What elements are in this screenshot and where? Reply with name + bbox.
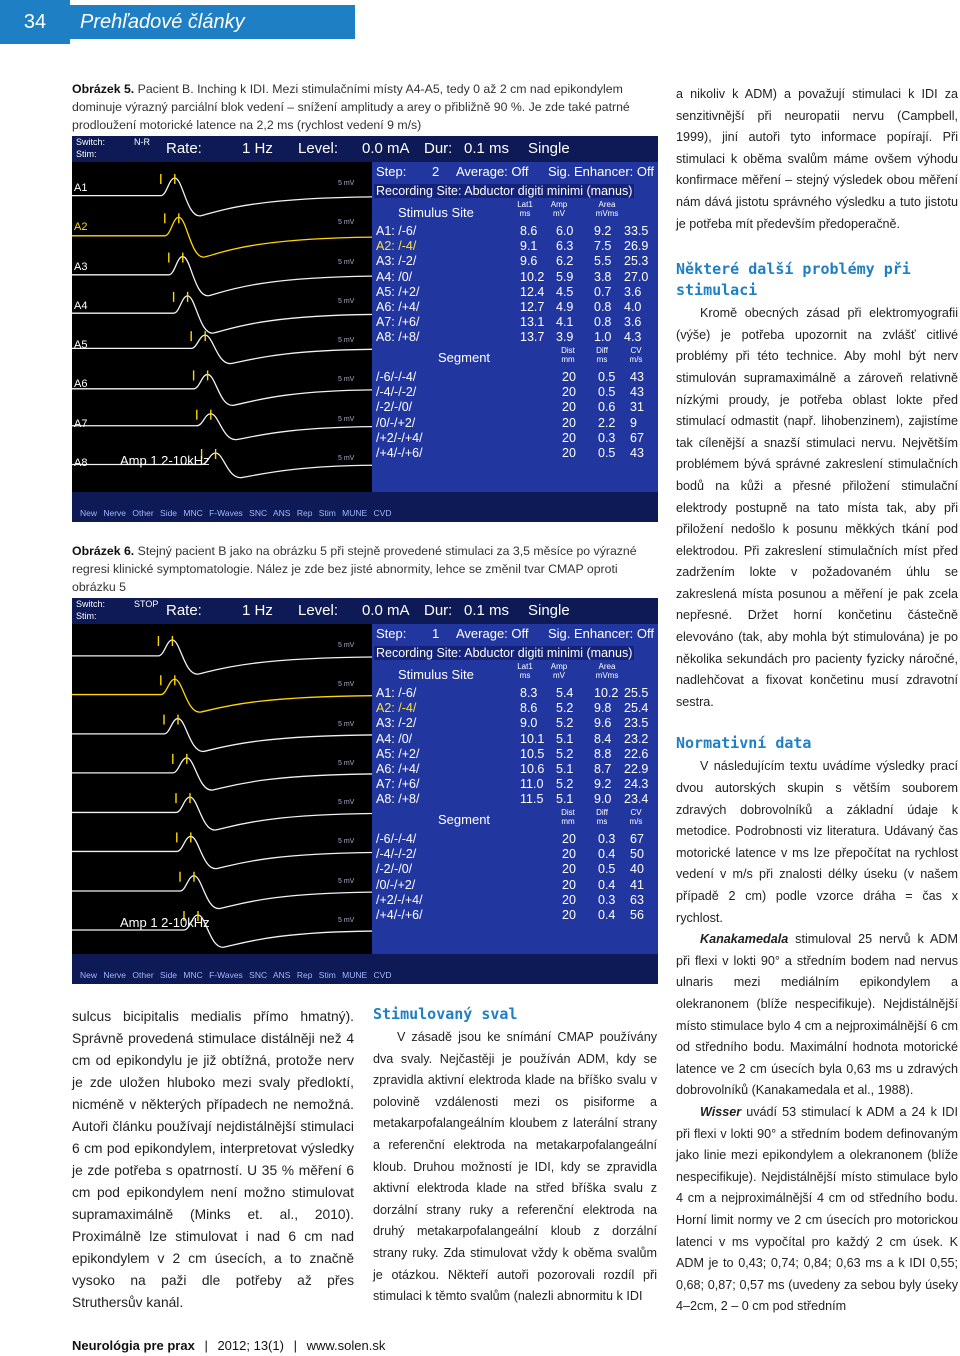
amplitude-value: 5.2 <box>556 746 574 761</box>
amplitude-value: 5.9 <box>556 269 574 284</box>
stimulus-site-name: A4: /0/ <box>376 731 413 746</box>
latency-value: 13.7 <box>520 330 545 345</box>
measurement-panel <box>372 624 658 954</box>
conduction-velocity-value: 67 <box>630 832 644 846</box>
area-value: 0.8 <box>594 300 612 314</box>
figure6-emg-screen <box>72 598 658 984</box>
kanakamedala-paragraph: Kanakamedala stimuloval 25 nervů k ADM při flexi v lokti 90° a středním bodem nad nervus ulnaris mezi mediálním epikondylem a olekranonem (blíže nespecifikuje). Nejdistálnější místo stimulace bylo 4 cm a nejproximálnější 6 cm od středního bodu. Maximální hodnota motorické latence ve 2 cm úsecích byla 0,63 ms u zdravých dobrovolníků (Kanakamedala et al., 1988). <box>676 932 958 1098</box>
latency-value: 10.5 <box>520 746 545 761</box>
extra-value: 4.3 <box>624 330 642 345</box>
sensitivity-label: 5 mV <box>338 455 355 462</box>
figure5-emg-screen <box>72 136 658 522</box>
extra-value: 25.5 <box>624 686 649 700</box>
extra-value: 23.4 <box>624 792 649 807</box>
cmap-trace <box>72 797 372 830</box>
time-difference-value: 0.6 <box>598 400 616 415</box>
segment-name: /-2/-/0/ <box>376 400 413 415</box>
segment-name: /0/-/+2/ <box>376 877 416 892</box>
trace-area <box>72 624 372 954</box>
area-value: 8.7 <box>594 762 612 776</box>
cmap-trace <box>72 876 372 909</box>
time-difference-value: 0.4 <box>598 908 616 922</box>
distance-value: 20 <box>562 400 576 415</box>
segment-name: /+4/-/+6/ <box>376 908 423 922</box>
distance-value: 20 <box>562 908 576 922</box>
latency-value: 10.2 <box>520 269 545 284</box>
step-value: 2 <box>432 164 440 179</box>
channel-label: A8 <box>74 457 88 469</box>
distance-value: 20 <box>562 370 576 384</box>
col-area-header: Area mVms <box>595 662 619 680</box>
emg-traces <box>72 624 372 954</box>
latency-value: 11.5 <box>520 792 544 807</box>
amplitude-value: 5.2 <box>556 716 574 731</box>
latency-value: 9.6 <box>520 254 538 269</box>
channel-label: A2 <box>74 221 88 234</box>
stimulus-site-name: A3: /-2/ <box>376 716 417 731</box>
channel-label: A1 <box>74 182 88 194</box>
device-menu-bar <box>72 492 658 522</box>
segment-name: /+4/-/+6/ <box>376 446 423 460</box>
area-value: 9.2 <box>594 777 612 792</box>
figure5-caption <box>72 80 657 134</box>
latency-value: 8.3 <box>520 686 538 700</box>
area-value: 9.6 <box>594 716 612 731</box>
step-label: Step: <box>376 164 407 179</box>
dur-value: 0.1 ms <box>464 140 510 157</box>
amplitude-value: 5.1 <box>556 792 574 807</box>
sensitivity-label: 5 mV <box>338 681 355 689</box>
channel-label: A4 <box>74 299 88 312</box>
heading-normativni-data: Normativní data <box>676 734 812 753</box>
cmap-trace <box>72 296 372 333</box>
area-value: 8.8 <box>594 746 612 761</box>
cmap-trace <box>72 374 372 405</box>
stimulus-site-header: Stimulus Site <box>398 205 474 220</box>
step-label: Step: <box>376 626 407 641</box>
amplitude-value: 5.4 <box>556 686 574 700</box>
latency-value: 12.4 <box>520 284 545 299</box>
col-diff-header: Diff ms <box>596 808 608 826</box>
middle-column-text: V zásadě jsou ke snímání CMAP používány dva svaly. Nejčastěji je používán ADM, kdy se zpravidla aktivní elektroda klade na bříško svalu v polovině vzdálenosti mezi os pisiforme a metakarpofalangeálním kloubem z laterální strany a referenční elektroda na metakarpofalangeální kloub. Druhou možností je IDI, kdy se zpravidla aktivní elektroda klade na střed bříška svalu z dorzální strany ruky a referenční elektroda na druhý metakarpofalangeální kloub z dorzální strany ruky. Zda stimulovat vždy k oběma svalům je otázkou. Někteří autoři pozorovali rozdíl při stimulaci k těmto svalům (nalezli abnormitu k IDI <box>373 1030 657 1304</box>
cmap-trace <box>72 217 372 257</box>
stim-label: Stim: <box>76 149 97 159</box>
segment-name: /+2/-/+4/ <box>376 430 423 445</box>
average-status: Average: Off <box>456 164 529 179</box>
extra-value: 33.5 <box>624 224 649 238</box>
cmap-trace <box>72 836 372 868</box>
section-title: Prehľadové články <box>70 5 355 39</box>
journal-issue: 2012; 13(1) <box>217 1338 284 1353</box>
channel-label: A3 <box>74 260 88 273</box>
time-difference-value: 0.5 <box>598 385 616 400</box>
area-value: 9.0 <box>594 792 612 807</box>
cmap-trace <box>72 453 372 478</box>
device-topbar <box>72 136 658 162</box>
sensitivity-label: 5 mV <box>338 297 355 305</box>
extra-value: 25.4 <box>624 701 649 716</box>
amplitude-value: 5.2 <box>556 701 574 716</box>
col-dist-header: Dist mm <box>561 346 575 364</box>
conduction-velocity-value: 31 <box>630 400 644 415</box>
extra-value: 22.6 <box>624 746 649 761</box>
stimulus-site-name: A7: /+6/ <box>376 315 420 330</box>
stimulus-site-name: A7: /+6/ <box>376 777 420 792</box>
level-value: 0.0 mA <box>362 140 410 157</box>
switch-label: Switch: <box>76 599 106 609</box>
col-cv-header: CV m/s <box>629 346 643 364</box>
average-status: Average: Off <box>456 626 529 641</box>
right-column <box>676 84 958 1318</box>
device-menu: New Nerve Other Side MNC F-Waves SNC ANS Rep Stim MUNE CVD <box>80 970 392 980</box>
latency-value: 12.7 <box>520 300 545 314</box>
sensitivity-label: 5 mV <box>338 642 355 649</box>
stimulus-site-name: A5: /+2/ <box>376 746 420 761</box>
stimulus-site-name: A2: /-4/ <box>376 701 417 716</box>
dur-value: 0.1 ms <box>464 602 510 619</box>
distance-value: 20 <box>562 862 576 877</box>
col-cv-header: CV m/s <box>629 808 643 826</box>
conduction-velocity-value: 63 <box>630 892 644 907</box>
extra-value: 23.5 <box>624 716 649 731</box>
dur-label: Dur: <box>424 602 453 619</box>
segment-header: Segment <box>438 350 491 365</box>
wisser-paragraph: Wisser uvádí 53 stimulací k ADM a 24 k IDI při flexi v lokti 90° a středním bodem definovaným jako linie mezi epikondylem a olekranonem (blíže nespecifikuje). Nejdistálnější místo stimulace bylo 4 cm a nejproximálnější 4 cm od středního bodu. Horní limit normy ve 2 cm úsecích pro motorickou latenci v ms vypočítal pro každý 2 cm úsek. K ADM je to 0,43; 0,74; 0,84; 0,63 ms a k IDI 0,55; 0,68; 0,87; 0,57 ms (uvedeny za sebou byly úseky 4–2cm, 2 – 0 cm pod středním <box>676 1104 958 1314</box>
amplitude-value: 6.3 <box>556 239 574 254</box>
extra-value: 27.0 <box>624 269 649 284</box>
conduction-velocity-value: 43 <box>630 446 644 460</box>
segment-name: /-2/-/0/ <box>376 862 413 877</box>
conduction-velocity-value: 9 <box>630 415 637 430</box>
left-column-text: sulcus bicipitalis medialis přímo hmatný). Správně provedená stimulace distálněji než 4 cm od epikondylu je již obtížná, protože nerv je zde uložen hluboko mezi svaly předloktí, nicméně v některých případech ne nemožná. Autoři článku používají nejdistálnější stimulaci 6 cm pod epikondylem, interpretovat výsledky je zde potřeba s opatrností. U 35 % měření 6 cm pod epikondylem není možno stimulovat supramaximálně (Minks et. al., 2010). Proximálně lze stimulovat i nad 6 cm nad epikondylem v 2 cm úsecích, a to značně vysoko na paži dle potřeby až přes Struthersův kanál. <box>72 1009 354 1310</box>
mode-value: Single <box>528 602 570 619</box>
area-value: 7.5 <box>594 239 612 254</box>
level-label: Level: <box>298 140 339 157</box>
sensitivity-label: 5 mV <box>338 376 355 384</box>
cmap-trace <box>72 178 372 216</box>
segment-header: Segment <box>438 812 491 827</box>
col-amp-header: Amp mV <box>550 200 568 218</box>
time-difference-value: 0.3 <box>598 430 616 445</box>
col-area-header: Area mVms <box>595 200 619 218</box>
area-value: 0.8 <box>594 315 612 330</box>
heading-dalsi-problemy: Některé další problémy při stimulaci <box>676 260 911 300</box>
conduction-velocity-value: 43 <box>630 370 644 384</box>
time-difference-value: 0.3 <box>598 892 616 907</box>
extra-value: 3.6 <box>624 315 642 330</box>
col-dist-header: Dist mm <box>561 808 575 826</box>
latency-value: 11.0 <box>520 777 544 792</box>
amplitude-value: 4.1 <box>556 315 574 330</box>
channel-label: A7 <box>74 417 88 430</box>
area-value: 0.7 <box>594 284 612 299</box>
rate-label: Rate: <box>166 140 202 157</box>
cmap-trace <box>72 335 372 363</box>
amplitude-value: 5.1 <box>556 731 574 746</box>
distance-value: 20 <box>562 832 576 846</box>
step-value: 1 <box>432 626 440 641</box>
extra-value: 4.0 <box>624 300 642 314</box>
recording-site: Recording Site: Abductor digiti minimi (manus) <box>376 184 633 198</box>
problems-text: Kromě obecných zásad při elektromyografii (výše) je potřeba upozornit na zvlášť citlivé problémy při této technice. Aby mohl být nerv stimulován supramaximálně a zároveň relativně nízkými proudy, je potřeba oblast lokte před stimulací odmastit (např. lihobenzinem), zajistíme tak cílenější a snazší stimulaci nervu. Největším problémem bývá správné zakreslení stimulačních bodů na kůži a přesné přiložení stimulační elektrody postupně na tato místa tak, aby při přiložení nedošlo k posunu měkkých tkání pod elektrodou. Při zakreslení stimulačních míst před zadržením lokte v požadovaném úhlu se zakreslená místa posunou a měření je pak zcela nepřesné. Držet horní končetinu částečně elevováno (tak, aby mohla být stimulována) je po několika sekundách pro pacienty fyzicky náročné, nadlehčovat a fixovat končetinu musí zdravotní sestra. <box>676 306 958 709</box>
sensitivity-label: 5 mV <box>338 877 355 885</box>
dur-label: Dur: <box>424 140 453 157</box>
conduction-velocity-value: 56 <box>630 908 644 922</box>
level-label: Level: <box>298 602 339 619</box>
channel-label: A5 <box>74 339 88 352</box>
extra-value: 24.3 <box>624 777 649 792</box>
figure5-caption-text: Pacient B. Inching k IDI. Mezi stimulačními místy A4-A5, tedy 0 až 2 cm nad epikondylem dominuje výrazný parciální blok vedení – snížení amplitudy a arey o přibližně 90 %. Je zde také patrné prodloužení motorické latence na 2,2 ms (rychlost vedení 9 m/s) <box>72 82 630 132</box>
figure6-label: Obrázek 6. <box>72 544 135 558</box>
distance-value: 20 <box>562 892 576 907</box>
time-difference-value: 0.5 <box>598 370 616 384</box>
sensitivity-label: 5 mV <box>338 720 355 728</box>
amplitude-value: 3.9 <box>556 330 574 345</box>
middle-column <box>373 1004 657 1308</box>
stimulus-site-name: A3: /-2/ <box>376 254 417 269</box>
rate-value: 1 Hz <box>242 602 273 619</box>
cmap-trace <box>72 640 372 674</box>
area-value: 10.2 <box>594 686 619 700</box>
cmap-trace <box>72 758 372 790</box>
stim-label: Stim: <box>76 611 97 621</box>
sensitivity-label: 5 mV <box>338 337 355 345</box>
distance-value: 20 <box>562 430 576 445</box>
time-difference-value: 0.3 <box>598 832 616 846</box>
latency-value: 8.6 <box>520 701 538 716</box>
device-menu-bar <box>72 954 658 984</box>
time-difference-value: 0.5 <box>598 862 616 877</box>
measurement-panel <box>372 162 658 492</box>
switch-label: Switch: <box>76 137 106 147</box>
col-lat-header: Lat1 ms <box>517 200 533 218</box>
stimulus-site-name: A4: /0/ <box>376 269 413 284</box>
extra-value: 22.9 <box>624 762 649 776</box>
stimulus-site-name: A6: /+4/ <box>376 762 420 776</box>
distance-value: 20 <box>562 415 576 430</box>
latency-value: 9.0 <box>520 716 538 731</box>
conduction-velocity-value: 41 <box>630 877 644 892</box>
extra-value: 25.3 <box>624 254 649 269</box>
journal-name: Neurológia pre prax <box>72 1338 195 1353</box>
amplifier-label: Amp 1 2-10kHz <box>120 453 210 468</box>
distance-value: 20 <box>562 877 576 892</box>
amplitude-value: 5.1 <box>556 762 574 776</box>
cmap-trace <box>72 719 372 752</box>
time-difference-value: 2.2 <box>598 415 616 430</box>
segment-name: /-4/-/-2/ <box>376 847 417 862</box>
amplitude-value: 6.2 <box>556 254 574 269</box>
distance-value: 20 <box>562 446 576 460</box>
segment-name: /-6/-/-4/ <box>376 832 417 846</box>
latency-value: 9.1 <box>520 239 538 254</box>
conduction-velocity-value: 40 <box>630 862 644 877</box>
cmap-trace <box>72 257 372 296</box>
heading-stimulovany-sval: Stimulovaný sval <box>373 1005 518 1023</box>
recording-site: Recording Site: Abductor digiti minimi (manus) <box>376 646 633 660</box>
switch-value: N-R <box>134 137 150 147</box>
distance-value: 20 <box>562 847 576 862</box>
sensitivity-label: 5 mV <box>338 219 355 227</box>
time-difference-value: 0.5 <box>598 446 616 460</box>
col-diff-header: Diff ms <box>596 346 608 364</box>
amplitude-value: 5.2 <box>556 777 574 792</box>
cmap-trace <box>72 414 372 440</box>
mode-value: Single <box>528 140 570 157</box>
normative-text: V následujícím textu uvádíme výsledky prací dvou autorských skupin s větším souborem zdravých dobrovolníků a základní údaje k metodice. Podrobnosti viz literatura. Udávaný čas motorické latence v ms lze přepočítat na rychlost vedení v m/s při znalosti délky úseku (v našem případě 2 cm) podle vzorce dráha = čas x rychlost. <box>676 759 958 925</box>
segment-name: /0/-/+2/ <box>376 415 416 430</box>
extra-value: 23.2 <box>624 731 649 746</box>
stimulus-site-name: A8: /+8/ <box>376 792 420 807</box>
stimulus-site-header: Stimulus Site <box>398 667 474 682</box>
area-value: 1.0 <box>594 330 612 345</box>
segment-name: /+2/-/+4/ <box>376 892 423 907</box>
segment-name: /-4/-/-2/ <box>376 385 417 400</box>
footer: Neurológia pre prax | 2012; 13(1) | www.solen.sk <box>72 1338 386 1353</box>
channel-label: A6 <box>74 378 88 391</box>
area-value: 8.4 <box>594 731 612 746</box>
sensitivity-label: 5 mV <box>338 180 355 187</box>
stimulus-site-name: A6: /+4/ <box>376 300 420 314</box>
switch-value: STOP <box>134 599 159 609</box>
area-value: 9.8 <box>594 701 612 716</box>
amplitude-value: 6.0 <box>556 224 574 238</box>
journal-website: www.solen.sk <box>306 1338 386 1353</box>
latency-value: 8.6 <box>520 224 538 238</box>
amplifier-label: Amp 1 2-10kHz <box>120 915 210 930</box>
distance-value: 20 <box>562 385 576 400</box>
device-topbar <box>72 598 658 624</box>
device-menu: New Nerve Other Side MNC F-Waves SNC ANS Rep Stim MUNE CVD <box>80 508 392 518</box>
sig-enhancer-status: Sig. Enhancer: Off <box>548 164 654 179</box>
stimulus-site-name: A2: /-4/ <box>376 239 417 254</box>
rate-label: Rate: <box>166 602 202 619</box>
right-intro-text: a nikoliv k ADM) a považují stimulaci k IDI za senzitivnější při neuropatii nervu (Campbell, 1999), jiní autoři tyto informace popírají. Při stimulaci k oběma svalům máme ovšem výhodu konfirmace měření – stejný výsledek obou měření nám dává jistotu správného výsledku a tuto jistotu je potřeba mít především předoperačně. <box>676 87 958 231</box>
col-lat-header: Lat1 ms <box>517 662 533 680</box>
time-difference-value: 0.4 <box>598 877 616 892</box>
stimulus-site-name: A1: /-6/ <box>376 224 417 238</box>
latency-value: 10.6 <box>520 762 545 776</box>
extra-value: 3.6 <box>624 284 642 299</box>
conduction-velocity-value: 67 <box>630 430 644 445</box>
area-value: 5.5 <box>594 254 612 269</box>
extra-value: 26.9 <box>624 239 649 254</box>
stimulus-site-name: A5: /+2/ <box>376 284 420 299</box>
area-value: 9.2 <box>594 224 612 238</box>
amplitude-value: 4.9 <box>556 300 574 314</box>
latency-value: 13.1 <box>520 315 545 330</box>
sensitivity-label: 5 mV <box>338 838 355 846</box>
sig-enhancer-status: Sig. Enhancer: Off <box>548 626 654 641</box>
amplitude-value: 4.5 <box>556 284 574 299</box>
time-difference-value: 0.4 <box>598 847 616 862</box>
sensitivity-label: 5 mV <box>338 759 355 767</box>
cmap-trace <box>72 679 372 712</box>
latency-value: 10.1 <box>520 731 545 746</box>
cmap-trace <box>72 915 372 947</box>
sensitivity-label: 5 mV <box>338 799 355 807</box>
conduction-velocity-value: 43 <box>630 385 644 400</box>
sensitivity-label: 5 mV <box>338 917 355 924</box>
stimulus-site-name: A1: /-6/ <box>376 686 417 700</box>
level-value: 0.0 mA <box>362 602 410 619</box>
figure6-caption-text: Stejný pacient B jako na obrázku 5 při stejně provedené stimulaci za 3,5 měsíce po výrazné regresi klinické symptomatologie. Nález je zde bez jisté abnormity, lehce se změnil tvar CMAP oproti obrázku 5 <box>72 544 637 594</box>
figure5-label: Obrázek 5. <box>72 82 135 96</box>
sensitivity-label: 5 mV <box>338 415 355 423</box>
area-value: 3.8 <box>594 269 612 284</box>
page-number: 34 <box>0 0 70 44</box>
rate-value: 1 Hz <box>242 140 273 157</box>
col-amp-header: Amp mV <box>550 662 568 680</box>
emg-traces <box>72 162 372 492</box>
conduction-velocity-value: 50 <box>630 847 644 862</box>
segment-name: /-6/-/-4/ <box>376 370 417 384</box>
sensitivity-label: 5 mV <box>338 258 355 266</box>
figure6-caption <box>72 542 657 596</box>
stimulus-site-name: A8: /+8/ <box>376 330 420 345</box>
trace-area <box>72 162 372 492</box>
